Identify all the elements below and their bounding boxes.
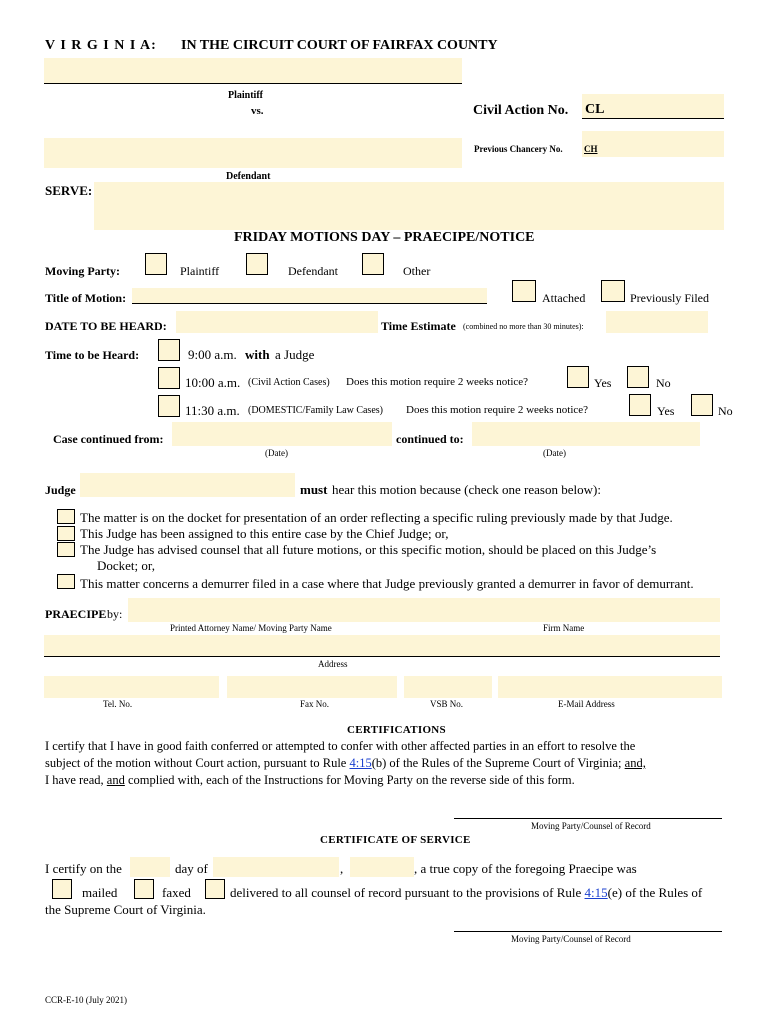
service-certify: I certify on the [45, 861, 122, 876]
civil-action-label: Civil Action No. [473, 103, 569, 118]
slot-1130am-note: (DOMESTIC/Family Law Cases) [248, 405, 383, 416]
firm-name-caption: Firm Name [543, 623, 585, 633]
cert-line-1: I certify that I have in good faith conferred or attempted to confer with other affected parties in an effort to resolve the [45, 739, 636, 753]
continued-from-label: Case continued from: [53, 432, 164, 446]
service-faxed-label: faxed [162, 885, 191, 900]
moving-party-plaintiff-checkbox[interactable] [145, 253, 167, 275]
previously-filed-label: Previously Filed [630, 291, 710, 305]
cert-line-3-a: I have read, [45, 773, 104, 787]
time-estimate-label: Time Estimate [381, 319, 456, 333]
service-delivered-line [230, 885, 702, 901]
civil-action-prefix: CL [585, 102, 605, 117]
date-heard-label: DATE TO BE HEARD: [45, 319, 167, 333]
form-title: FRIDAY MOTIONS DAY – PRAECIPE/NOTICE [234, 230, 535, 245]
attached-label: Attached [542, 291, 586, 305]
cert-line-2-a: subject of the motion without Court action, pursuant to Rule [45, 756, 347, 770]
email-caption: E-Mail Address [558, 699, 615, 709]
service-rule-tail: (e) of the Rules of [607, 885, 703, 900]
address-field[interactable] [44, 635, 720, 657]
continued-to-field[interactable] [472, 422, 700, 446]
attached-checkbox[interactable] [512, 280, 536, 302]
serve-field[interactable] [94, 182, 724, 230]
time-estimate-field[interactable] [606, 311, 708, 333]
email-field[interactable] [498, 676, 722, 698]
time-estimate-note: (combined no more than 30 minutes): [463, 322, 584, 331]
moving-party-other-checkbox[interactable] [362, 253, 384, 275]
slot-1130am-question: Does this motion require 2 weeks notice? [406, 404, 589, 416]
cert-line-2 [45, 756, 646, 771]
cert-line-2-and: and, [624, 756, 646, 770]
slot-10am-yes-label: Yes [594, 376, 612, 390]
address-underline [44, 656, 720, 657]
reason-3-checkbox[interactable] [57, 542, 75, 557]
fax-field[interactable] [227, 676, 397, 698]
cert-line-3-b: complied with, each of the Instructions for Moving Party on the reverse side of this form. [127, 773, 575, 787]
motion-title-underline [132, 303, 487, 304]
cert-line-3 [45, 773, 575, 788]
judge-rest: hear this motion because (check one reason below): [332, 482, 601, 497]
slot-10am-time: 10:00 a.m. [185, 375, 241, 390]
moving-party-other-label: Other [403, 264, 431, 278]
praecipe-by: by: [107, 607, 123, 621]
previously-filed-checkbox[interactable] [601, 280, 625, 302]
slot-10am-yes-checkbox[interactable] [567, 366, 589, 388]
service-month-field[interactable] [213, 857, 339, 877]
service-heading: CERTIFICATE OF SERVICE [320, 834, 471, 846]
moving-party-label: Moving Party: [45, 264, 120, 278]
service-rest: , a true copy of the foregoing Praecipe was [414, 861, 637, 876]
cert-rule-link[interactable]: 4:15 [349, 756, 372, 770]
slot-1130am-yes-checkbox[interactable] [629, 394, 651, 416]
moving-party-defendant-checkbox[interactable] [246, 253, 268, 275]
slot-10am-checkbox[interactable] [158, 367, 180, 389]
time-heard-label: Time to be Heard: [45, 348, 140, 362]
chancery-prefix: CH [584, 144, 598, 154]
court-heading: IN THE CIRCUIT COURT OF FAIRFAX COUNTY [181, 38, 498, 53]
chancery-label: Previous Chancery No. [474, 144, 563, 154]
form-id: CCR-E-10 (July 2021) [45, 995, 127, 1005]
defendant-label: Defendant [226, 171, 271, 182]
slot-10am-no-checkbox[interactable] [627, 366, 649, 388]
slot-9am-with: with [245, 347, 270, 362]
praecipe-label: PRAECIPE [45, 607, 107, 621]
civil-action-underline [582, 118, 724, 119]
slot-9am-rest: a Judge [275, 347, 315, 362]
slot-9am-time: 9:00 a.m. [188, 347, 237, 362]
defendant-field[interactable] [44, 138, 462, 168]
date-heard-field[interactable] [176, 311, 378, 333]
judge-must: must [300, 482, 328, 497]
motion-title-label: Title of Motion: [45, 291, 127, 305]
state-heading: V I R G I N I A: [45, 38, 157, 53]
fax-caption: Fax No. [300, 699, 329, 709]
continued-to-date-caption: (Date) [543, 448, 566, 458]
slot-9am-checkbox[interactable] [158, 339, 180, 361]
cert-line-2-b: (b) of the Rules of the Supreme Court of Virginia; [371, 756, 622, 770]
serve-label: SERVE: [45, 183, 93, 198]
service-year-field[interactable] [350, 857, 414, 877]
judge-label: Judge [45, 483, 76, 497]
moving-party-plaintiff-label: Plaintiff [180, 264, 220, 278]
service-line-end: the Supreme Court of Virginia. [45, 902, 206, 917]
service-faxed-checkbox[interactable] [134, 879, 154, 899]
slot-10am-question: Does this motion require 2 weeks notice? [346, 376, 529, 388]
attorney-name-field[interactable] [128, 598, 720, 622]
service-day-field[interactable] [130, 857, 170, 877]
reason-4-checkbox[interactable] [57, 574, 75, 589]
address-caption: Address [318, 659, 348, 669]
vs-label: vs. [251, 105, 264, 117]
cert-signature-line [454, 818, 722, 819]
service-mailed-label: mailed [82, 885, 118, 900]
attorney-name-caption: Printed Attorney Name/ Moving Party Name [170, 623, 332, 633]
plaintiff-field[interactable] [44, 58, 462, 84]
slot-10am-note: (Civil Action Cases) [248, 377, 330, 388]
service-rule-link[interactable]: 4:15 [584, 885, 608, 900]
reason-2-checkbox[interactable] [57, 526, 75, 541]
service-day-of: day of [175, 861, 208, 876]
slot-1130am-checkbox[interactable] [158, 395, 180, 417]
reason-1-checkbox[interactable] [57, 509, 75, 524]
slot-1130am-no-label: No [718, 404, 733, 418]
slot-1130am-no-checkbox[interactable] [691, 394, 713, 416]
service-delivered-checkbox[interactable] [205, 879, 225, 899]
chancery-field[interactable] [582, 131, 724, 157]
service-comma: , [340, 861, 344, 876]
slot-1130am-yes-label: Yes [657, 404, 675, 418]
reason-3-text-cont: Docket; or, [97, 558, 155, 573]
service-mailed-checkbox[interactable] [52, 879, 72, 899]
continued-to-label: continued to: [396, 432, 464, 446]
plaintiff-label: Plaintiff [228, 90, 263, 101]
service-signature-caption: Moving Party/Counsel of Record [511, 934, 631, 944]
certifications-heading: CERTIFICATIONS [347, 724, 446, 736]
continued-from-date-caption: (Date) [265, 448, 288, 458]
motion-title-field[interactable] [132, 288, 487, 304]
continued-from-field[interactable] [172, 422, 392, 446]
tel-caption: Tel. No. [103, 699, 133, 709]
slot-10am-no-label: No [656, 376, 671, 390]
service-signature-line [454, 931, 722, 932]
reason-4-text: This matter concerns a demurrer filed in a case where that Judge previously granted a demurrer in favor of demurrant. [80, 576, 694, 591]
plaintiff-underline [44, 83, 462, 84]
moving-party-defendant-label: Defendant [288, 264, 338, 278]
cert-signature-caption: Moving Party/Counsel of Record [531, 821, 651, 831]
reason-1-text: The matter is on the docket for presentation of an order reflecting a specific ruling previously made by that Judge. [80, 510, 673, 525]
judge-field[interactable] [80, 473, 295, 497]
cert-line-3-and: and [106, 773, 125, 787]
vsb-field[interactable] [404, 676, 492, 698]
reason-3-text: The Judge has advised counsel that all future motions, or this specific motion, should be placed on this Judge’s [80, 542, 657, 557]
service-delivered-label: delivered to all counsel of record pursuant to the provisions of Rule [230, 885, 582, 900]
reason-2-text: This Judge has been assigned to this entire case by the Chief Judge; or, [80, 526, 449, 541]
slot-1130am-time: 11:30 a.m. [185, 403, 240, 418]
tel-field[interactable] [44, 676, 219, 698]
vsb-caption: VSB No. [430, 699, 464, 709]
